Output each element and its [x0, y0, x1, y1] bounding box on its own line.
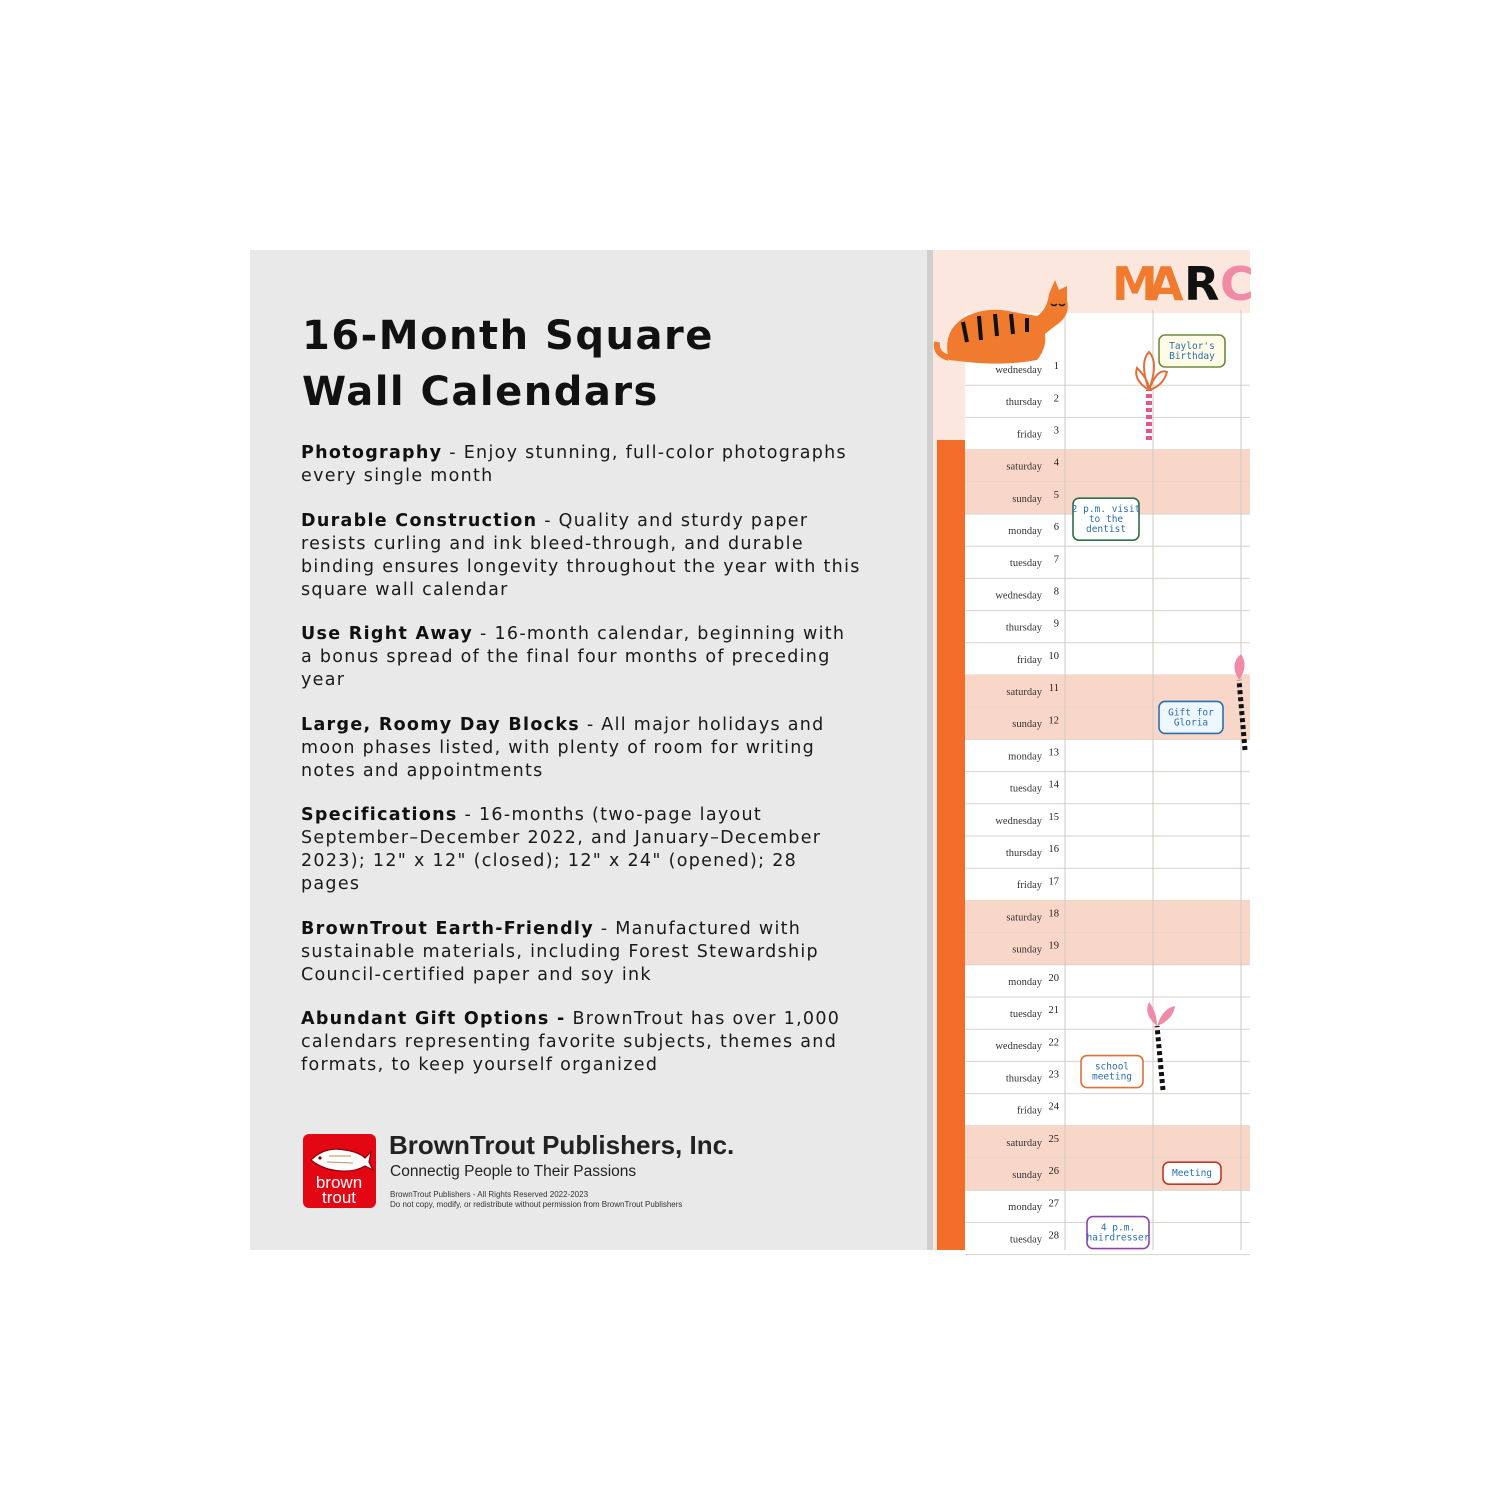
- feature-heading: Large, Roomy Day Blocks: [301, 714, 580, 735]
- day-name: tuesday: [1009, 1234, 1042, 1246]
- day-name: friday: [1016, 880, 1042, 892]
- day-number: 18: [1048, 908, 1059, 920]
- feature-photography: [301, 442, 861, 488]
- day-number: 4: [1053, 457, 1059, 469]
- day-number: 17: [1048, 876, 1059, 888]
- note-text: Birthday: [1169, 351, 1215, 362]
- day-name: monday: [1008, 751, 1042, 763]
- day-name: thursday: [1005, 622, 1042, 634]
- day-number: 10: [1048, 650, 1059, 662]
- logo-word-2: trout: [321, 1188, 357, 1207]
- logo-word-1: brown: [315, 1173, 363, 1192]
- day-number: 14: [1048, 779, 1059, 791]
- feature-day-blocks: [301, 714, 861, 783]
- day-number: 22: [1048, 1037, 1059, 1049]
- day-number: 2: [1053, 393, 1059, 405]
- feature-text: - Manufactured with sustainable materials, including Forest Stewardship Council-certified paper and soy ink: [301, 918, 819, 985]
- day-name: saturday: [1006, 1137, 1042, 1149]
- title-line-2: Wall Calendars: [302, 369, 659, 415]
- day-number: 25: [1048, 1133, 1059, 1145]
- feature-text: - All major holidays and moon phases listed, with plenty of room for writing notes and appointments: [301, 714, 825, 781]
- feature-earth-friendly: [301, 918, 861, 987]
- day-name: sunday: [1012, 493, 1042, 505]
- publisher-name: BrownTrout Publishers, Inc.: [389, 1130, 735, 1160]
- day-name: thursday: [1005, 397, 1042, 409]
- title-line-1: 16-Month Square: [302, 313, 714, 359]
- day-number: 23: [1048, 1069, 1059, 1081]
- day-name: wednesday: [995, 364, 1042, 376]
- day-name: monday: [1008, 1202, 1042, 1214]
- feature-use-right-away: [301, 623, 861, 692]
- feature-heading: Use Right Away: [301, 624, 474, 644]
- feature-heading: Abundant Gift Options -: [301, 1009, 566, 1029]
- publisher-tagline: Connectig People to Their Passions: [390, 1163, 637, 1180]
- day-number: 20: [1048, 972, 1059, 984]
- day-rows: [927, 250, 1250, 1275]
- note-text: meeting: [1091, 1071, 1133, 1083]
- day-name: tuesday: [1009, 558, 1042, 570]
- month-letter: A: [1148, 257, 1184, 311]
- day-name: saturday: [1006, 686, 1042, 698]
- feature-text: - 16-month calendar, beginning with a bonus spread of the final four months of preceding year: [301, 624, 846, 690]
- feature-heading: Specifications: [301, 805, 458, 825]
- day-name: wednesday: [995, 1041, 1042, 1053]
- note-text: dentist: [1085, 524, 1127, 536]
- day-name: tuesday: [1009, 783, 1042, 795]
- note-text: Meeting: [1171, 1168, 1213, 1180]
- day-name: sunday: [1012, 1169, 1042, 1181]
- note-text: Gift for: [1168, 707, 1214, 719]
- day-number: 27: [1048, 1198, 1059, 1210]
- note-text: 4 p.m.: [1100, 1222, 1136, 1234]
- page-title: [302, 308, 714, 420]
- day-number: 21: [1048, 1005, 1059, 1017]
- calendar-photo: [927, 250, 1254, 1250]
- day-number: 12: [1048, 715, 1059, 727]
- day-name: saturday: [1006, 912, 1042, 924]
- day-name: wednesday: [995, 590, 1042, 602]
- product-card: [250, 250, 1254, 1250]
- day-name: sunday: [1012, 944, 1042, 956]
- day-name: friday: [1016, 654, 1042, 666]
- feature-text: BrownTrout has over 1,000 calendars representing favorite subjects, themes and formats, to keep yourself organized: [301, 1009, 841, 1075]
- day-number: 15: [1048, 811, 1059, 823]
- note-text: 2 p.m. visit: [1071, 504, 1141, 516]
- day-number: 5: [1053, 489, 1059, 501]
- note-text: hairdresser: [1086, 1232, 1150, 1244]
- day-number: 9: [1053, 618, 1059, 630]
- paper-edge: [927, 250, 933, 1250]
- feature-heading: Photography: [301, 443, 443, 463]
- day-name: wednesday: [995, 815, 1042, 827]
- day-name: monday: [1008, 976, 1042, 988]
- month-title: [1112, 257, 1254, 311]
- day-number: 19: [1048, 940, 1059, 952]
- day-number: 7: [1053, 554, 1059, 566]
- day-name: tuesday: [1009, 1008, 1042, 1020]
- day-name: thursday: [1005, 847, 1042, 859]
- feature-text: - Quality and sturdy paper resists curling and ink bleed-through, and durable binding ensures longevity throughout the year with this square wall calendar: [301, 510, 861, 600]
- day-number: 28: [1048, 1230, 1059, 1242]
- day-number: 1: [1053, 361, 1059, 373]
- note-text: Gloria: [1173, 717, 1209, 729]
- feature-text: - Enjoy stunning, full-color photographs every single month: [301, 443, 847, 486]
- day-number: 26: [1048, 1166, 1059, 1178]
- feature-text: - 16-months (two-page layout September–December 2022, and January–December 2023); 12" x 12" (closed); 12" x 24" (opened); 28 pages: [301, 805, 822, 894]
- feature-heading: Durable Construction: [301, 510, 538, 531]
- calendar-page: [927, 250, 1254, 1250]
- day-name: thursday: [1005, 1073, 1042, 1085]
- day-number: 8: [1053, 586, 1059, 598]
- feature-specifications: [301, 804, 861, 896]
- feature-gift-options: [301, 1008, 861, 1077]
- day-name: monday: [1008, 525, 1042, 537]
- day-number: 11: [1048, 683, 1059, 695]
- accent-strip: [937, 440, 965, 1250]
- day-name: sunday: [1012, 719, 1042, 731]
- trout-fish-icon: [303, 1134, 376, 1208]
- note-text: school: [1094, 1061, 1130, 1073]
- feature-heading: BrownTrout Earth-Friendly: [301, 918, 594, 939]
- rights-line-1: BrownTrout Publishers - All Rights Reserved 2022-2023: [390, 1190, 589, 1199]
- day-number: 6: [1053, 522, 1059, 534]
- day-name: friday: [1016, 429, 1042, 441]
- month-letter: R: [1184, 257, 1220, 311]
- note-text: to the: [1088, 514, 1124, 526]
- day-number: 13: [1048, 747, 1059, 759]
- day-name: saturday: [1006, 461, 1042, 473]
- month-letter: M: [1112, 257, 1158, 311]
- feature-list: [301, 442, 861, 1099]
- weekend-row: [965, 933, 1250, 965]
- month-letter: C: [1220, 257, 1254, 311]
- day-number: 3: [1053, 425, 1059, 437]
- day-name: friday: [1016, 1105, 1042, 1117]
- rights-line-2: Do not copy, modify, or redistribute without permission from BrownTrout Publishers: [390, 1200, 683, 1209]
- note-text: Taylor's: [1169, 341, 1215, 352]
- day-number: 24: [1048, 1101, 1059, 1113]
- day-number: 16: [1048, 844, 1059, 856]
- feature-durable-construction: [301, 510, 861, 602]
- browntrout-logo: [303, 1134, 376, 1208]
